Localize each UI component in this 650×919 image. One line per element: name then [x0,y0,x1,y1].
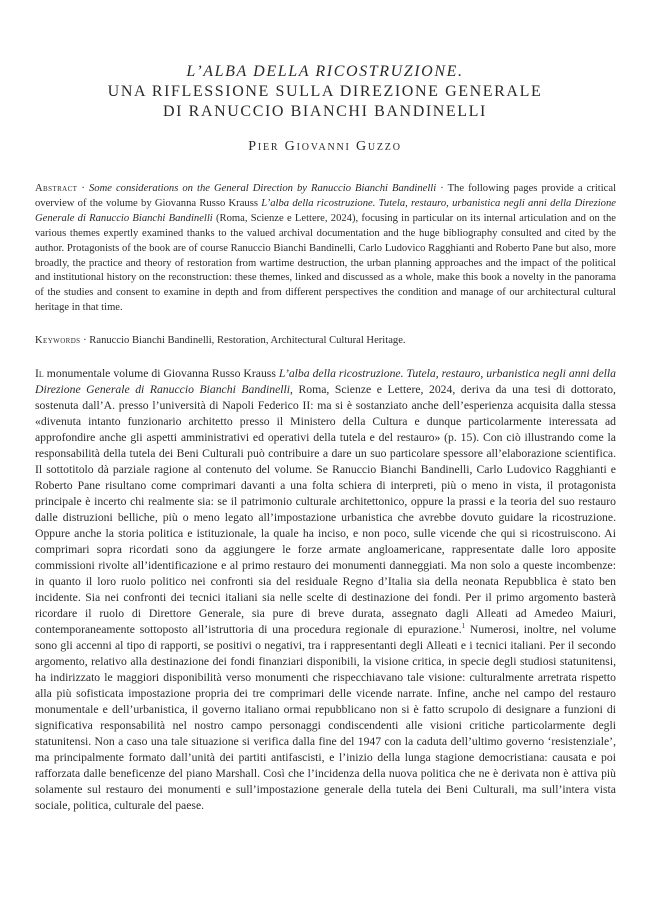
keywords-label: Keywords [35,335,81,346]
abstract-separator: · [77,183,89,194]
body-text-2: , Roma, Scienze e Lettere, 2024, deriva da una tesi di dottorato, sostenuta dall’A. presso l’università di Napoli Federico II: ma si è sostanziato anche dell’esperienza acquisita dalla stessa «divenuta intanto funzionario architetto presso il Ministero della Cultura e dunque particolarmente interessata ad approfondire anche gli aspetti amministrativi ed operativi della tutela e del restauro» (p. 15). Con ciò illustrando come la responsabilità della tutela dei Beni Culturali può contribuire a dare un suo particolare spessore all’elaborazione scientifica. Il sottotitolo dà parziale ragione al contenuto del volume. Se Ranuccio Bianchi Bandinelli, Carlo Ludovico Ragghianti e Roberto Pane risultano come comprimari davanti a una folta schiera di interpreti, più o meno in vista, il protagonista principale è incerto chi realmente sia: se il patrimonio culturale architettonico, oppure la prassi e la teoria del suo restauro dalle distruzioni belliche, più o meno legato all’impostazione urbanistica che avrebbe dovuto guidare la ricostruzione. Oppure anche la storia politica e istituzionale, la quale ha inciso, e non poco, sulle vicende che qui si ricostruiscono. Ai comprimari sopra ricordati sono da aggiungere le forze armate angloamericane, rappresentate dalle loro apposite commissioni rivolte all’identificazione e al primo restauro dei monumenti danneggiati. Ma non solo a queste incombenze: in quanto il loro ruolo politico nei confronti sia del residuale Regno d’Italia sia della neonata Repubblica è stato ben incidente. Sia nei confronti dei tecnici italiani sia nelle scelte di destinazione dei fondi. Per il primo argomento basterà ricordare il ruolo di Direttore Generale, sia pure di breve durata, assegnato dagli Alleati ad Amedeo Maiuri, contemporaneamente sottoposto all’istruttoria di una procedura regionale di epurazione. [35,383,616,636]
title-line-2: UNA RIFLESSIONE SULLA DIREZIONE GENERALE [107,83,543,100]
body-text-1: monumentale volume di Giovanna Russo Krauss [43,367,279,380]
keywords [35,334,616,348]
keywords-separator: · [80,335,90,346]
abstract-text-1: · The following pages provide a critical overview of the volume by Giovanna Russo Krauss [35,183,617,209]
abstract [35,182,616,316]
abstract-text-2: (Roma, Scienze e Lettere, 2024), focusing in particular on its internal articulation and on the various themes expertly examined thanks to the valued archival documentation and the huge bibliography consulted and cited by the author. Protagonists of the book are of course Ranuccio Bianchi Bandinelli, Carlo Ludovico Ragghianti and Roberto Pane but also, more broadly, the practice and theory of restoration from wartime destruction, the urban planning approaches and the impact of the political and institutional history on the reconstruction: these themes, linked and discussed as a whole, make this book a novelty in the panorama of the studies and consent to examine in depth and from different perspectives the condition and manage of our architectural cultural heritage in that time. [35,212,617,314]
title-line-3: DI RANUCCIO BIANCHI BANDINELLI [163,103,487,120]
abstract-book-title: L’alba della ricostruzione. Tutela, restauro, urbanistica negli anni della Direzione Generale di Ranuccio Bianchi Bandinelli [35,197,616,224]
author-name: Pier Giovanni Guzzo [248,139,402,154]
article-title [40,62,610,122]
body-text-3: Numerosi, inoltre, nel volume sono gli accenni al tipo di rapporti, se positivi o negativi, tra i rappresentanti degli Alleati e i tecnici italiani. Per il secondo argomento, relativo alla destinazione dei fondi finanziari disponibili, la visione critica, in specie degli studiosi statunitensi, ha indirizzato le maggiori disponibilità verso monumenti che rispecchiavano tale visione: culturalmente arretrata rispetto alla più sofisticata impostazione propria dei tre comprimari delle vicende narrate. Infine, anche nel campo del restauro monumentale e dell’urbanistica, il governo italiano ormai repubblicano non si è fatto scrupolo di designare a funzioni di significativa responsabilità nel nostro campo personaggi condiscendenti alle visioni critiche particolarmente degli statunitensi. Non a caso una tale situazione si verifica dalla fine del 1947 con la caduta dell’ultimo governo ‘resistenziale’, ma principalmente formato dall’unità dei partiti antifascisti, e l’inizio della lunga stagione democristiana: causata e poi rafforzata dalle beneficenze del piano Marshall. Così che l’incidenza della nuova politica che ne è derivata non è attiva più solamente sul restauro dei monumenti e sull’impostazione generale della tutela dei Beni Culturali, ma sull’intera vista sociale, politica, culturale del paese. [35,623,617,812]
title-line-1: L’ALBA DELLA RICOSTRUZIONE. [186,63,464,80]
body-paragraph [35,366,616,814]
abstract-label: Abstract [35,183,78,194]
keywords-text: Ranuccio Bianchi Bandinelli, Restoration, Architectural Cultural Heritage. [89,335,406,346]
body-book-title: L’alba della ricostruzione. Tutela, restauro, urbanistica negli anni della Direzione Generale di Ranuccio Bianchi Bandinelli [35,367,616,396]
footnote-marker[interactable]: 1 [461,622,466,631]
abstract-title: Some considerations on the General Direction by Ranuccio Bianchi Bandinelli [88,183,437,194]
body-lead: Il [35,367,44,380]
